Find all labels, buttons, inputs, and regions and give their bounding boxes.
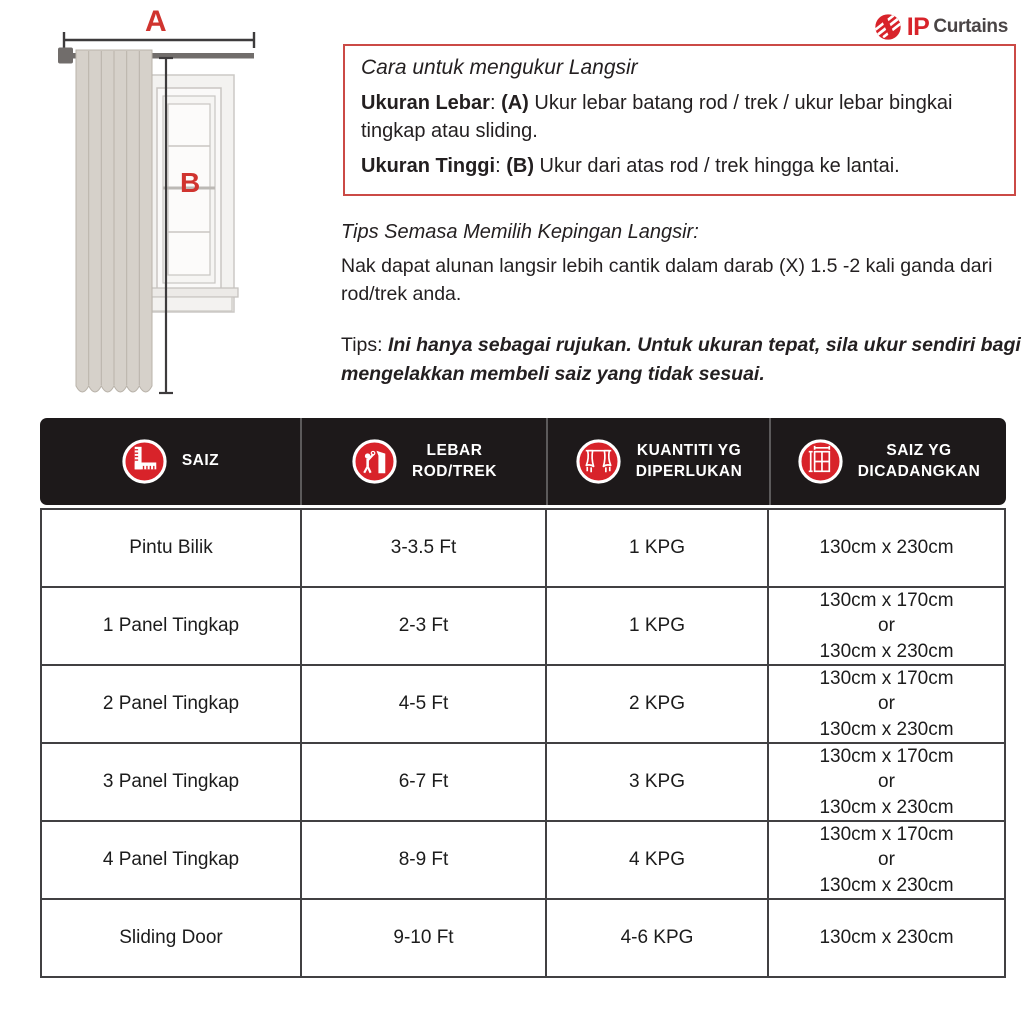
cell-rod-width: 4-5 Ft: [302, 666, 547, 742]
curtain-icon: [575, 438, 622, 485]
brand-logo: [873, 12, 1008, 42]
cell-rod-width: 8-9 Ft: [302, 822, 547, 898]
cell-rod-width: 3-3.5 Ft: [302, 510, 547, 586]
window-measure-icon: [797, 438, 844, 485]
table-row-3-panel: [42, 744, 1004, 822]
cell-rod-width: 2-3 Ft: [302, 588, 547, 664]
header-label: KUANTITI YG DIPERLUKAN: [635, 441, 743, 480]
cell-size: 3 Panel Tingkap: [42, 744, 302, 820]
header-saiz-dicadangkan: [771, 418, 1006, 505]
table-row-2-panel: [42, 666, 1004, 744]
cell-quantity: 2 KPG: [547, 666, 769, 742]
cell-rod-width: 6-7 Ft: [302, 744, 547, 820]
cell-recommended: 130cm x 170cm or 130cm x 230cm: [819, 590, 954, 662]
table-body: [40, 508, 1006, 978]
logo-text-curtains: Curtains: [933, 16, 1008, 37]
tips-body: Nak dapat alunan langsir lebih cantik dalam darab (X) 1.5 -2 kali ganda dari rod/trek anda.: [341, 255, 993, 306]
brand-swirl-icon: [873, 12, 903, 42]
measuring-person-icon: [351, 438, 398, 485]
measuring-title: Cara untuk mengukur Langsir: [361, 56, 638, 79]
ruler-icon: [121, 438, 168, 485]
label-b: B: [180, 167, 201, 198]
cell-recommended: 130cm x 170cm or 130cm x 230cm: [819, 746, 954, 818]
cell-recommended: 130cm x 230cm: [819, 537, 954, 559]
cell-recommended: 130cm x 170cm or 130cm x 230cm: [819, 668, 954, 740]
tips-heading: Tips Semasa Memilih Kepingan Langsir:: [341, 221, 699, 243]
size-guide-table: [40, 418, 1006, 978]
cell-size: Pintu Bilik: [42, 510, 302, 586]
logo-text-ip: IP: [906, 12, 930, 41]
header-label: LEBAR ROD/TREK: [412, 441, 497, 480]
table-row-pintu-bilik: [42, 510, 1004, 588]
cell-quantity: 3 KPG: [547, 744, 769, 820]
header-kuantiti: [548, 418, 771, 505]
header-lebar-rod-trek: [302, 418, 548, 505]
table-row-1-panel: [42, 588, 1004, 666]
header-label: SAIZ: [181, 452, 220, 470]
curtain-measurement-illustration: [0, 0, 330, 412]
cell-recommended: 130cm x 170cm or 130cm x 230cm: [819, 824, 954, 896]
tips-section: [341, 221, 1024, 389]
table-header-row: [40, 418, 1006, 505]
height-instruction: Ukuran Tinggi: (B) Ukur dari atas rod / trek hingga ke lantai.: [361, 154, 900, 177]
table-row-sliding-door: [42, 900, 1004, 976]
tips-note: Tips: Ini hanya sebagai rujukan. Untuk ukuran tepat, sila ukur sendiri bagi mengelakkan membeli saiz yang tidak sesuai.: [341, 333, 1021, 385]
cell-size: 1 Panel Tingkap: [42, 588, 302, 664]
cell-size: Sliding Door: [42, 900, 302, 976]
cell-size: 2 Panel Tingkap: [42, 666, 302, 742]
cell-quantity: 1 KPG: [547, 510, 769, 586]
table-row-4-panel: [42, 822, 1004, 900]
header-saiz: [40, 418, 302, 505]
curtain-panel: [76, 50, 152, 392]
cell-size: 4 Panel Tingkap: [42, 822, 302, 898]
cell-quantity: 1 KPG: [547, 588, 769, 664]
cell-recommended: 130cm x 230cm: [819, 927, 954, 949]
label-a: A: [145, 5, 167, 38]
width-instruction: Ukuran Lebar: (A) Ukur lebar batang rod / trek / ukur lebar bingkai tingkap atau sliding.: [361, 92, 953, 143]
measuring-instructions-box: [343, 44, 1016, 196]
cell-quantity: 4-6 KPG: [547, 900, 769, 976]
header-label: SAIZ YG DICADANGKAN: [857, 441, 981, 480]
cell-rod-width: 9-10 Ft: [302, 900, 547, 976]
cell-quantity: 4 KPG: [547, 822, 769, 898]
